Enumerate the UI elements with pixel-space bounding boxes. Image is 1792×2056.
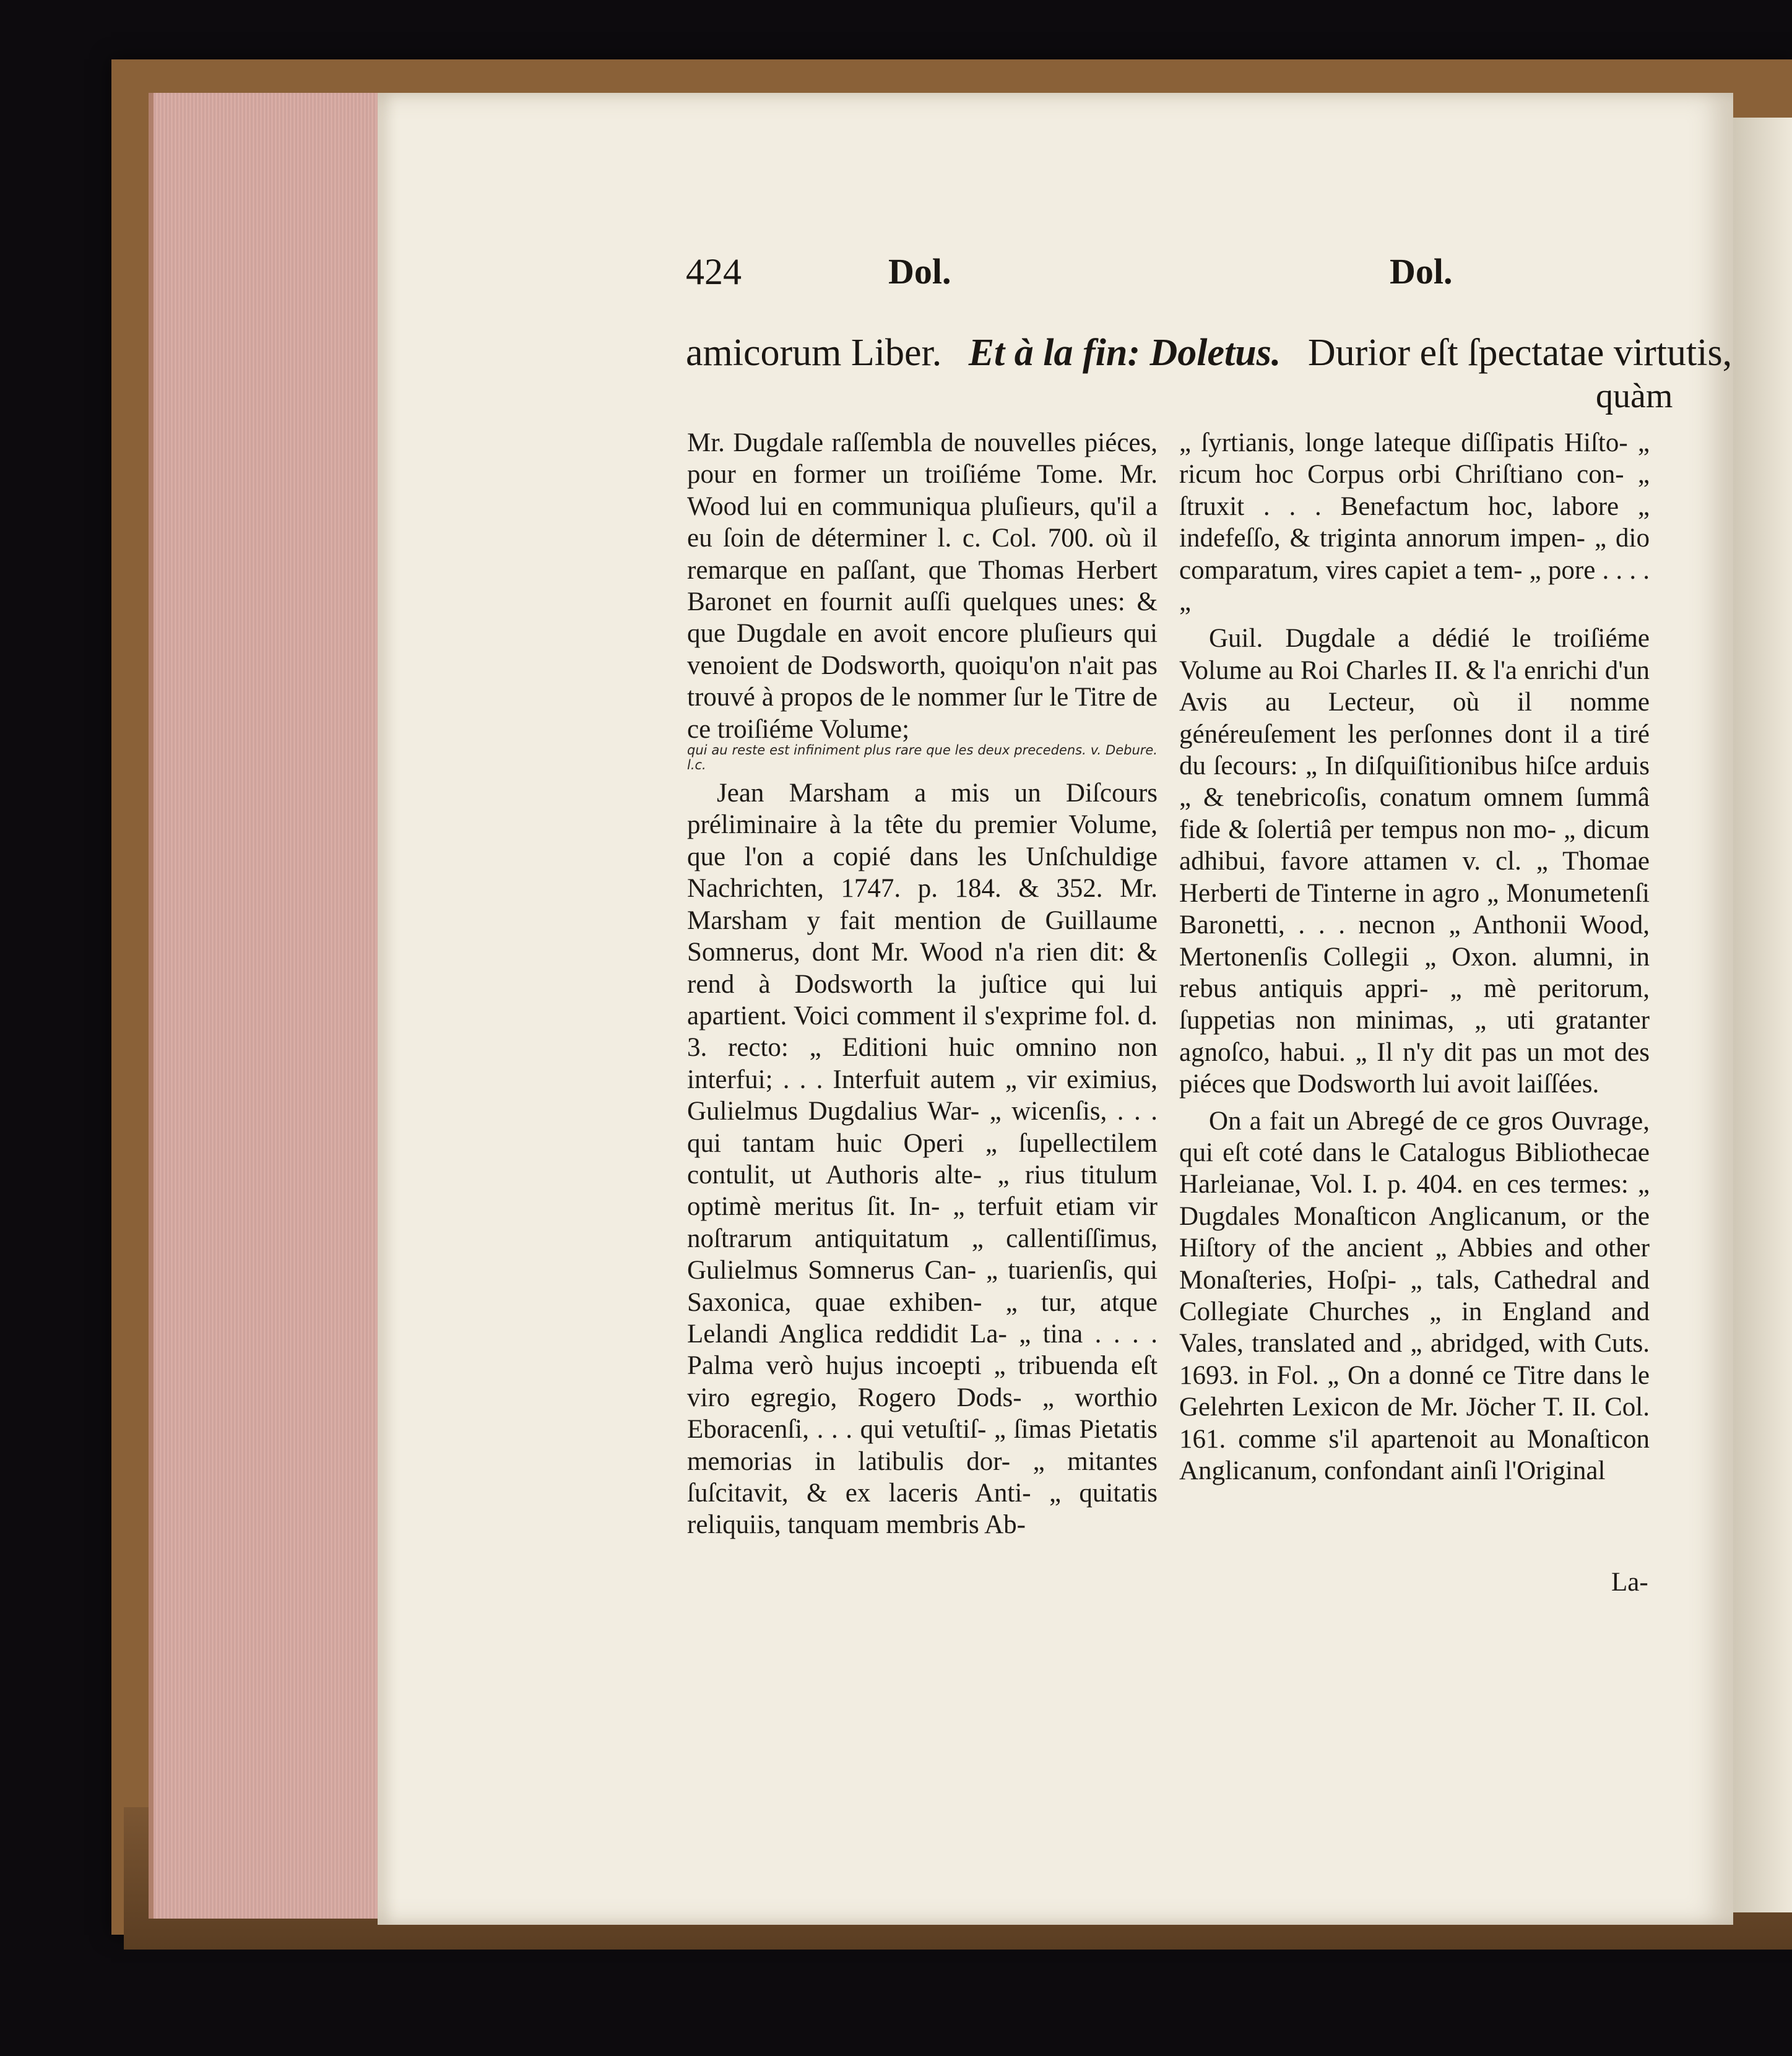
- top-line-part1: amicorum Liber.: [686, 332, 942, 374]
- running-head-right: Dol.: [1390, 251, 1453, 292]
- top-line-part3: Durior eſt ſpectatae virtutis,: [1307, 332, 1733, 374]
- paragraph: Jean Marsham a mis un Diſcours préliminaire à la tête du premier Volume, que l'on a copié dans les Unſchuldige Nachrichten, 1747. p. 184. & 352. Mr. Marsham y fait mention de Guillaume Somnerus, dont Mr. Wood n'a rien dit: & rend à Dodsworth la juſtice qui lui apartient. Voici comment il s'exprime fol. d. 3. recto: „ Editioni huic omnino non interfui; . . . Interfuit autem „ vir eximius, Gulielmus Dugdalius War- „ wicenſis, . . . qui tantam huic Operi „ ſupellectilem contulit, ut Authoris alte- „ rius titulum optimè meritus ſit. In- „ terfuit etiam vir noſtrarum antiquitatum „ callentiſſimus, Gulielmus Somnerus Can- „ tuarienſis, qui Saxonica, quae exhiben- „ tur, atque Lelandi Anglica reddidit La- „ tina . . . . Palma verò hujus incoepti „ tribuenda eſt viro egregio, Rogero Dods- „ worthio Eboracenſi, . . . qui vetuſtiſ- „ ſimas Pietatis memorias in latibulis dor- „ mitantes ſuſcitavit, & ex laceris Anti- „ quitatis reliquiis, tanquam membris Ab-: [687, 779, 1158, 1540]
- page-edges: [149, 93, 383, 1919]
- paragraph: Guil. Dugdale a dédié le troiſiéme Volume au Roi Charles II. & l'a enrichi d'un Avis au Lecteur, où il nomme généreuſement les perſonnes dont il a tiré du ſecours: „ In diſquiſitionibus hiſce arduis „ & tenebricoſis, conatum omnem ſummâ fide & ſolertiâ per tempus non mo- „ dicum adhibui, favore attamen v. cl. „ Thomae Herberti de Tinterne in agro „ Monumetenſi Baronetti, . . . necnon „ Anthonii Wood, Mertonenſis Collegii „ Oxon. alumni, in rebus antiquis appri- „ mè peritorum, ſuppetias non minimas, „ uti gratanter agnoſco, habui. „ Il n'y dit pas un mot des piéces que Dodsworth lui avoit laiſſées.: [1179, 624, 1650, 1099]
- running-head-left: Dol.: [888, 251, 951, 292]
- top-line-part2: Et à la fin: Doletus.: [968, 332, 1281, 374]
- top-line: [686, 331, 1733, 374]
- paragraph: „ ſyrtianis, longe lateque diſſipatis Hiſto- „ ricum hoc Corpus orbi Chriſtiano con- „ ſtruxit . . . Benefactum hoc, labore „ indefeſſo, & triginta annorum impen- „ dio comparatum, vires capiet a tem- „ pore . . . . „: [1179, 428, 1650, 617]
- page-number: 424: [686, 251, 742, 292]
- paragraph: Mr. Dugdale raſſembla de nouvelles piéces, pour en former un troiſiéme Tome. Mr. Wood lui en communiqua pluſieurs, qu'il a eu ſoin de déterminer l. c. Col. 700. où il remarque en paſſant, que Thomas Herbert Baronet en fournit auſſi quelques unes: & que Dugdale en avoit encore pluſieurs qui venoient de Dodsworth, quoiqu'on n'ait pas trouvé à propos de le nommer ſur le Titre de ce troiſiéme Volume;: [687, 428, 1158, 744]
- catchword: La-: [1611, 1568, 1648, 1597]
- left-column: [687, 427, 1158, 1541]
- handwritten-note: qui au reste est infiniment plus rare que les deux precedens. v. Debure. l.c.: [687, 743, 1158, 773]
- top-line-continuation: quàm: [1596, 377, 1673, 415]
- paragraph: On a fait un Abregé de ce gros Ouvrage, qui eſt coté dans le Catalogus Bibliothecae Harleianae, Vol. I. p. 404. en ces termes: „ Dugdales Monaſticon Anglicanum, or the Hiſtory of the ancient „ Abbies and other Monaſteries, Hoſpi- „ tals, Cathedral and Collegiate Churches „ in England and Vales, translated and „ abridged, with Cuts. 1693. in Fol. „ On a donné ce Titre dans le Gelehrten Lexicon de Mr. Jöcher T. II. Col. 161. comme s'il apartenoit au Monaſticon Anglicanum, confondant ainſi l'Original: [1179, 1106, 1650, 1485]
- facing-page-edge: [1733, 118, 1792, 1912]
- right-column: [1179, 427, 1650, 1487]
